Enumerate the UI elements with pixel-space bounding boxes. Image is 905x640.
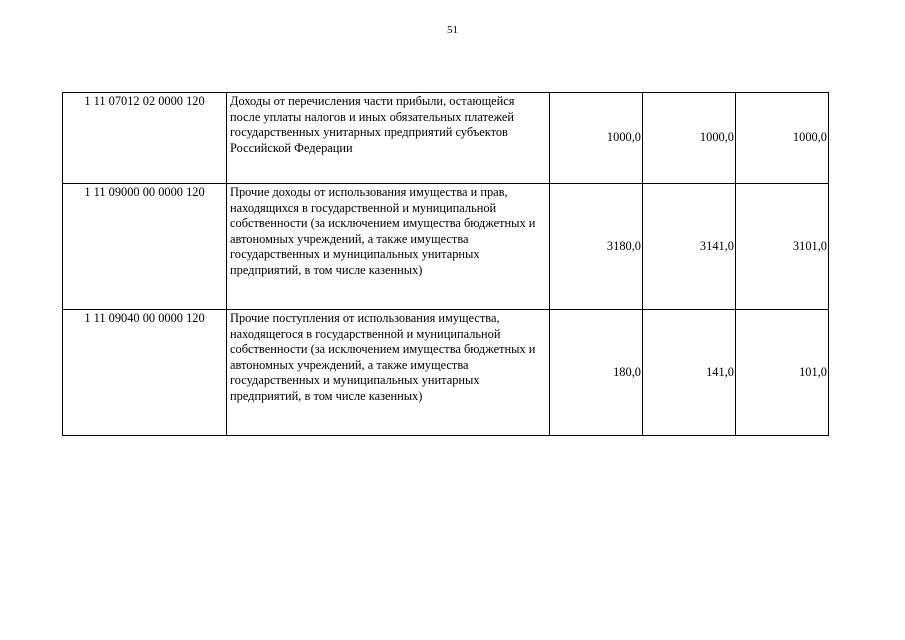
amount-year-3: 3101,0 — [736, 184, 829, 310]
amount-year-1: 1000,0 — [550, 93, 643, 184]
revenue-code: 1 11 09040 00 0000 120 — [63, 310, 227, 436]
amount-year-2: 141,0 — [643, 310, 736, 436]
amount-year-2: 1000,0 — [643, 93, 736, 184]
revenue-name: Прочие доходы от использования имущества и прав, находящихся в государственной и муниципальной собственности (за исключением имущества бюджетных и автономных учреждений, а также имущества государственных и муниципальных унитарных предприятий, в том числе казенных) — [227, 184, 550, 310]
revenue-code: 1 11 07012 02 0000 120 — [63, 93, 227, 184]
amount-year-1: 3180,0 — [550, 184, 643, 310]
revenue-name: Доходы от перечисления части прибыли, остающейся после уплаты налогов и иных обязательных платежей государственных унитарных предприятий субъектов Российской Федерации — [227, 93, 550, 184]
revenue-code: 1 11 09000 00 0000 120 — [63, 184, 227, 310]
table-row — [63, 184, 829, 310]
page-number: 51 — [447, 24, 458, 36]
table-row — [63, 93, 829, 184]
revenue-name: Прочие поступления от использования имущества, находящегося в государственной и муниципальной собственности (за исключением имущества бюджетных и автономных учреждений, а также имущества государственных и муниципальных унитарных предприятий, в том числе казенных) — [227, 310, 550, 436]
amount-year-3: 1000,0 — [736, 93, 829, 184]
amount-year-2: 3141,0 — [643, 184, 736, 310]
amount-year-1: 180,0 — [550, 310, 643, 436]
table-row — [63, 310, 829, 436]
revenue-table — [62, 92, 829, 436]
amount-year-3: 101,0 — [736, 310, 829, 436]
